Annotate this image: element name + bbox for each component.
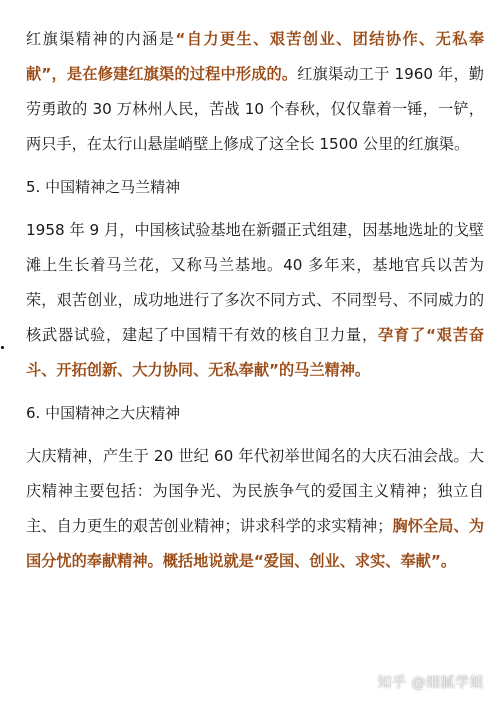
margin-dot (1, 346, 4, 349)
hongqi-body-text: 红旗渠动工于 1960 年，勤劳勇敢的 30 万林州人民，苦战 10 个春秋，仅仅靠着一锤，一铲，两只手，在太行山悬崖峭壁上修成了这全长 1500 公里的红旗渠。 (26, 65, 484, 153)
malan-heading: 5. 中国精神之马兰精神 (26, 178, 181, 196)
malan-body-text: 1958 年 9 月，中国核试验基地在新疆正式组建，因基地选址的戈壁滩上生长着马兰花，又称马兰基地。40 多年来，基地官兵以苦为荣，艰苦创业，成功地进行了多次不同方式、不同型号、不同威力的核武器试验，建起了中国精干有效的核自卫力量， (26, 221, 484, 344)
daqing-highlight-text: 胸怀全局、为国分忧的奉献精神。概括地说就是“爱国、创业、求实、奉献”。 (26, 517, 485, 570)
daqing-body-text: 大庆精神，产生于 20 世纪 60 年代初举世闻名的大庆石油会战。大庆精神主要包括：为国争光、为民族争气的爱国主义精神；独立自主、自力更生的艰苦创业精神；讲求科学的求实精神； (26, 447, 484, 535)
daqing-paragraph (26, 439, 484, 579)
malan-paragraph (26, 213, 484, 388)
daqing-heading: 6. 中国精神之大庆精神 (26, 404, 181, 422)
hongqi-paragraph (26, 22, 484, 162)
hongqi-intro-text: 红旗渠精神的内涵是 (26, 30, 176, 48)
document-body (26, 22, 484, 579)
hongqi-highlight-text: “自力更生、艰苦创业、团结协作、无私奉献”，是在修建红旗渠的过程中形成的。 (26, 30, 485, 83)
malan-highlight-text: 孕育了“艰苦奋斗、开拓创新、大力协同、无私奉献”的马兰精神。 (26, 326, 485, 379)
watermark: 知乎 @细腻学姐 (377, 675, 484, 691)
